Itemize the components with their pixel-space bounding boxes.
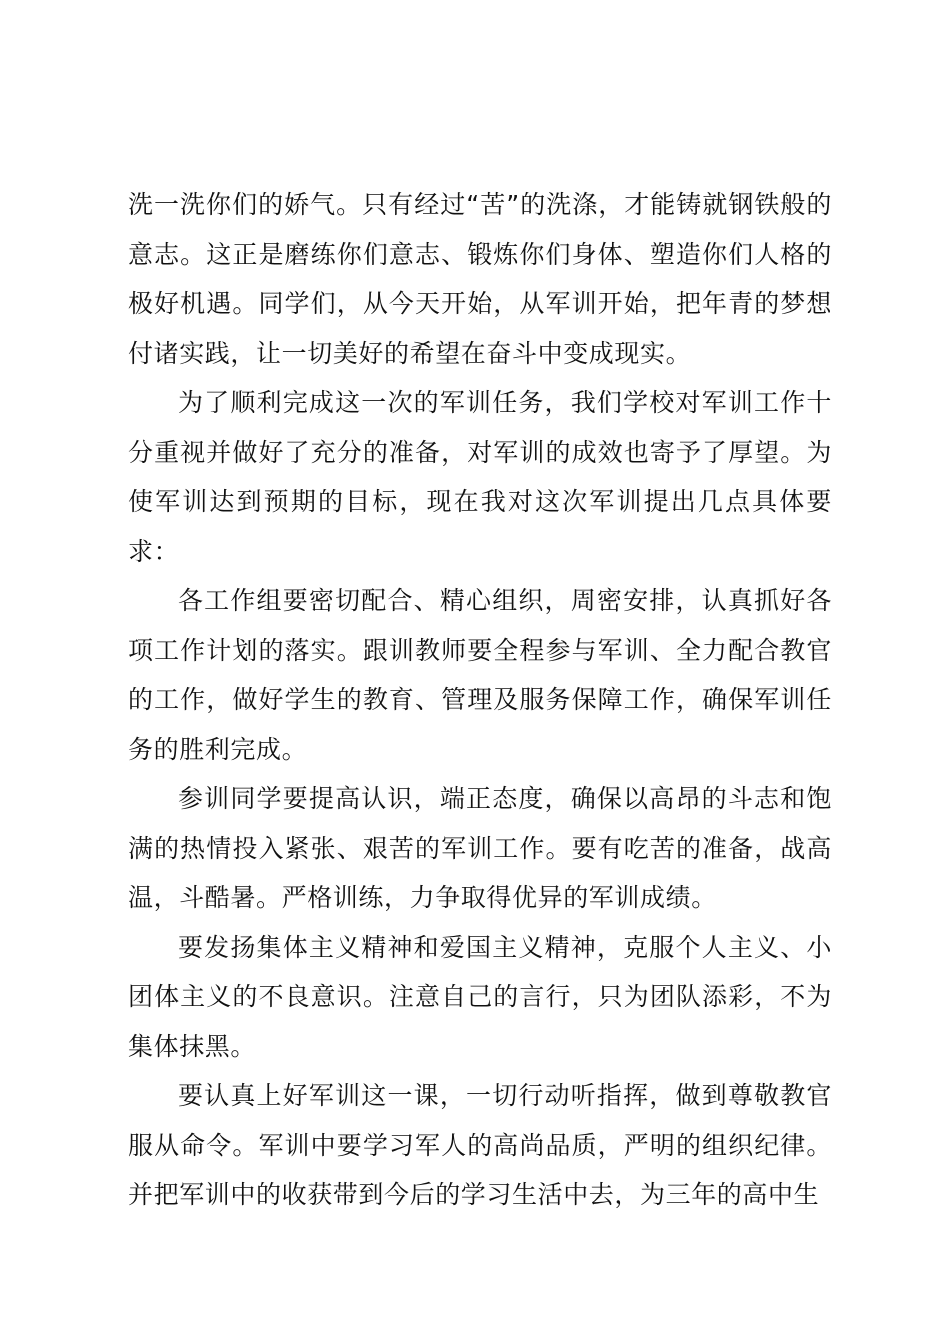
paragraph-4: 参训同学要提高认识，端正态度，确保以高昂的斗志和饱满的热情投入紧张、艰苦的军训工作。要有吃苦的准备，战高温，斗酷暑。严格训练，力争取得优异的军训成绩。 [128, 784, 832, 912]
paragraph-6: 要认真上好军训这一课，一切行动听指挥，做到尊敬教官服从命令。军训中要学习军人的高尚品质，严明的组织纪律。并把军训中的收获带到今后的学习生活中去，为三年的高中生 [128, 1081, 832, 1209]
paragraph-5: 要发扬集体主义精神和爱国主义精神，克服个人主义、小团体主义的不良意识。注意自己的言行，只为团队添彩，不为集体抹黑。 [128, 932, 832, 1061]
paragraph-3: 各工作组要密切配合、精心组织，周密安排，认真抓好各项工作计划的落实。跟训教师要全程参与军训、全力配合教官的工作，做好学生的教育、管理及服务保障工作，确保军训任务的胜利完成。 [128, 586, 832, 764]
body-text [128, 180, 832, 1220]
paragraph-1: 洗一洗你们的娇气。只有经过“苦”的洗涤，才能铸就钢铁般的意志。这正是磨练你们意志、锻炼你们身体、塑造你们人格的极好机遇。同学们，从今天开始，从军训开始，把年青的梦想付诸实践，让一切美好的希望在奋斗中变成现实。 [128, 190, 832, 368]
paragraph-2: 为了顺利完成这一次的军训任务，我们学校对军训工作十分重视并做好了充分的准备，对军训的成效也寄予了厚望。为使军训达到预期的目标，现在我对这次军训提出几点具体要求： [128, 388, 832, 566]
